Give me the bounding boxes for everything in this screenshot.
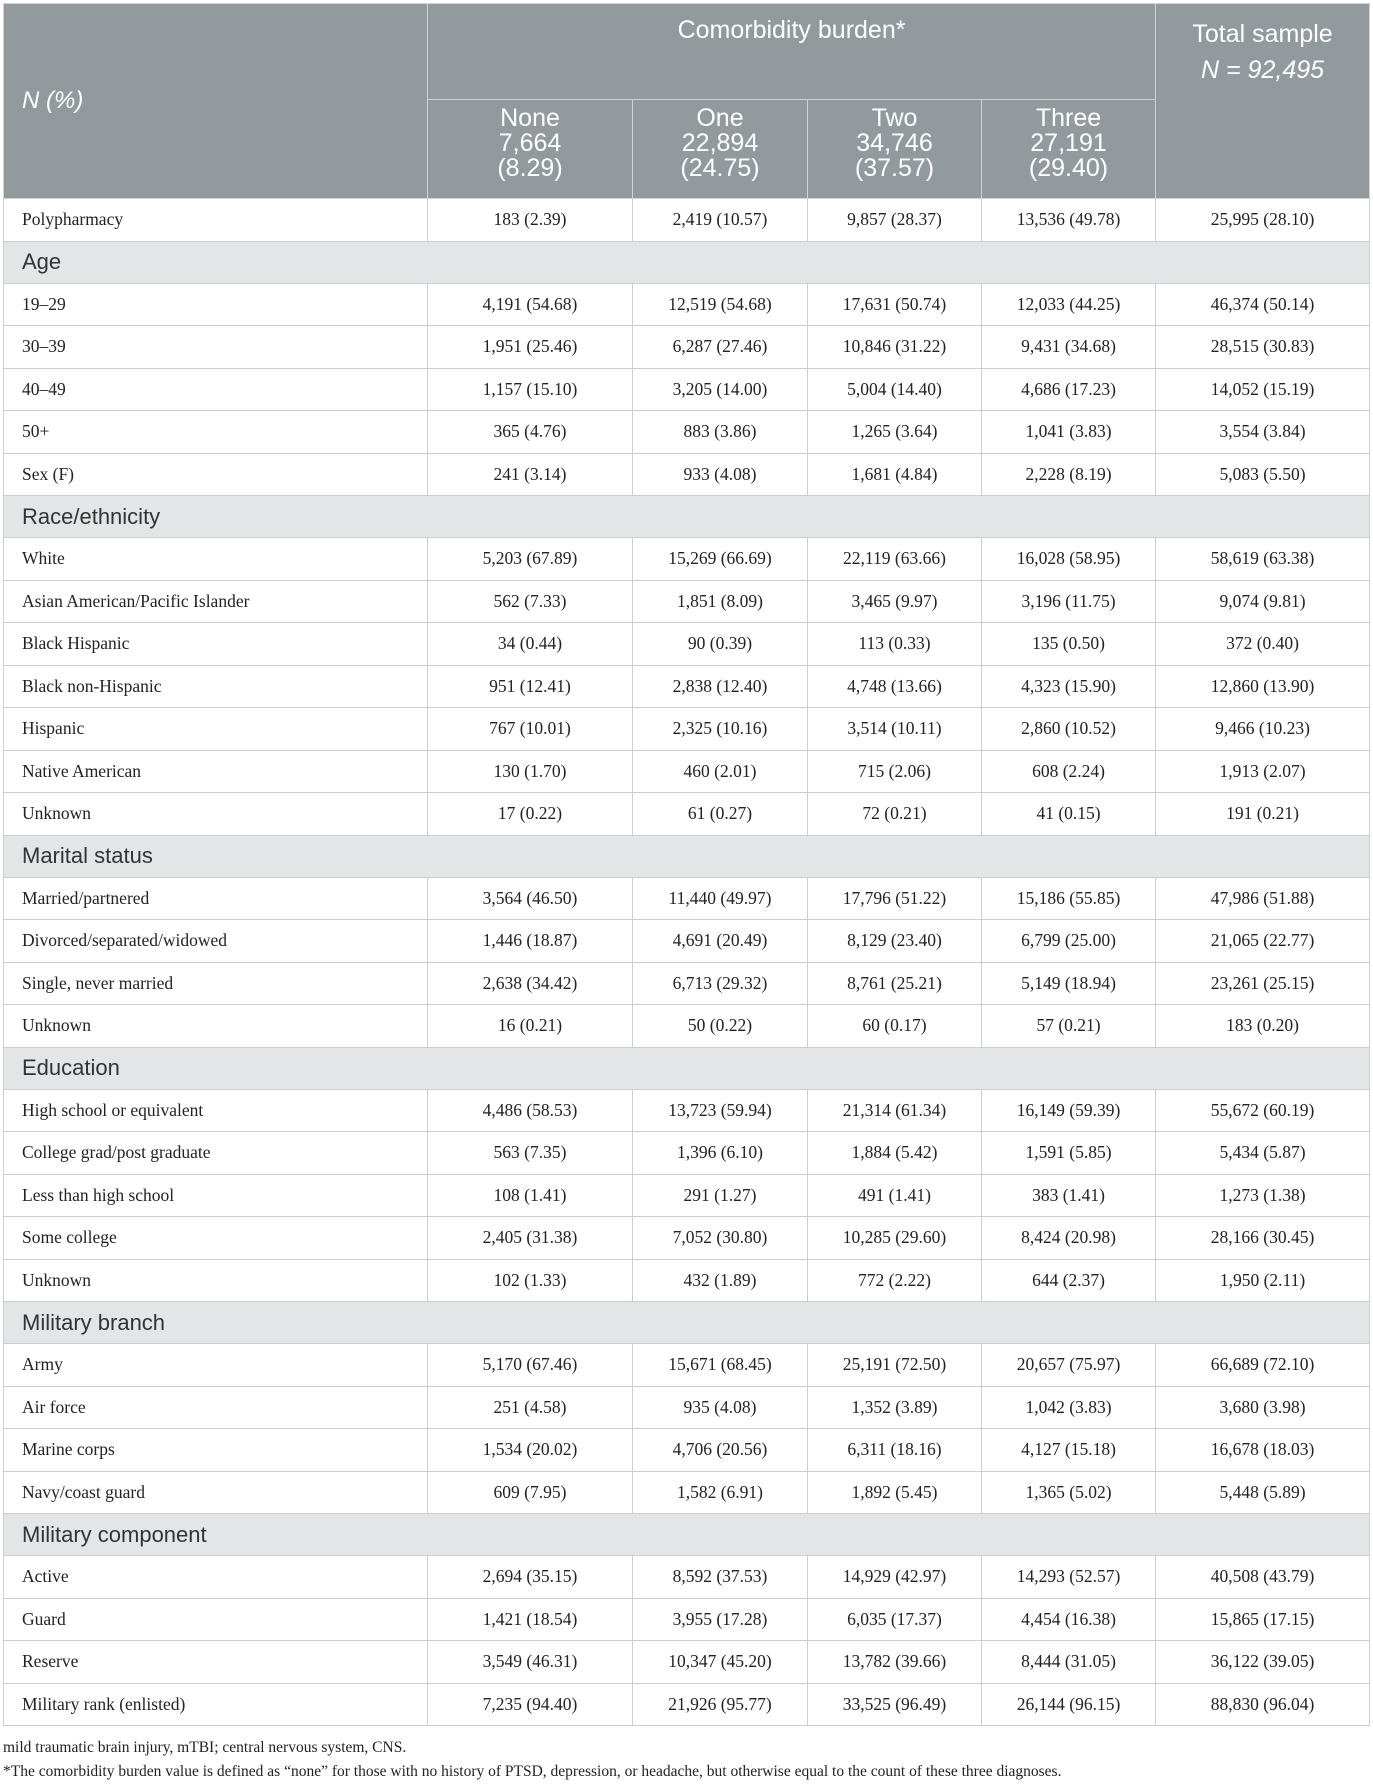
table-cell: 8,761 (25.21) — [808, 962, 982, 1005]
table-row — [4, 1429, 1370, 1472]
table-cell: 608 (2.24) — [982, 750, 1156, 793]
table-cell: 883 (3.86) — [633, 411, 808, 454]
table-cell: 28,166 (30.45) — [1156, 1217, 1370, 1260]
table-cell: 1,396 (6.10) — [633, 1132, 808, 1175]
table-cell: 28,515 (30.83) — [1156, 326, 1370, 369]
table-cell: 108 (1.41) — [428, 1174, 633, 1217]
row-label: Active — [4, 1556, 428, 1599]
table-cell: 50 (0.22) — [633, 1005, 808, 1048]
table-cell: 26,144 (96.15) — [982, 1683, 1156, 1726]
table-cell: 183 (2.39) — [428, 199, 633, 242]
table-cell: 3,549 (46.31) — [428, 1641, 633, 1684]
section-header-label: Military branch — [4, 1302, 1370, 1344]
table-cell: 4,691 (20.49) — [633, 920, 808, 963]
table-cell: 4,191 (54.68) — [428, 283, 633, 326]
table-cell: 3,205 (14.00) — [633, 368, 808, 411]
table-cell: 21,926 (95.77) — [633, 1683, 808, 1726]
table-cell: 25,995 (28.10) — [1156, 199, 1370, 242]
table-cell: 60 (0.17) — [808, 1005, 982, 1048]
table-cell: 4,748 (13.66) — [808, 665, 982, 708]
row-label: Less than high school — [4, 1174, 428, 1217]
table-cell: 17 (0.22) — [428, 793, 633, 836]
table-cell: 1,421 (18.54) — [428, 1598, 633, 1641]
table-cell: 135 (0.50) — [982, 623, 1156, 666]
row-label: Black non-Hispanic — [4, 665, 428, 708]
table-cell: 491 (1.41) — [808, 1174, 982, 1217]
table-cell: 4,486 (58.53) — [428, 1089, 633, 1132]
table-cell: 1,365 (5.02) — [982, 1471, 1156, 1514]
table-row — [4, 920, 1370, 963]
row-label: Navy/coast guard — [4, 1471, 428, 1514]
table-cell: 251 (4.58) — [428, 1386, 633, 1429]
table-cell: 2,838 (12.40) — [633, 665, 808, 708]
table-cell: 9,466 (10.23) — [1156, 708, 1370, 751]
table-cell: 6,713 (29.32) — [633, 962, 808, 1005]
table-cell: 102 (1.33) — [428, 1259, 633, 1302]
table-cell: 23,261 (25.15) — [1156, 962, 1370, 1005]
table-row — [4, 1217, 1370, 1260]
table-cell: 16,028 (58.95) — [982, 538, 1156, 581]
table-cell: 772 (2.22) — [808, 1259, 982, 1302]
row-label: Army — [4, 1344, 428, 1387]
table-cell: 2,228 (8.19) — [982, 453, 1156, 496]
comorbidity-group-header: Comorbidity burden* — [428, 4, 1156, 100]
table-cell: 4,323 (15.90) — [982, 665, 1156, 708]
table-row — [4, 750, 1370, 793]
table-cell: 3,564 (46.50) — [428, 877, 633, 920]
table-cell: 8,444 (31.05) — [982, 1641, 1156, 1684]
table-cell: 7,235 (94.40) — [428, 1683, 633, 1726]
table-cell: 715 (2.06) — [808, 750, 982, 793]
table-cell: 5,203 (67.89) — [428, 538, 633, 581]
table-cell: 7,052 (30.80) — [633, 1217, 808, 1260]
table-cell: 241 (3.14) — [428, 453, 633, 496]
table-cell: 14,293 (52.57) — [982, 1556, 1156, 1599]
table-cell: 72 (0.21) — [808, 793, 982, 836]
table-cell: 16 (0.21) — [428, 1005, 633, 1048]
table-cell: 57 (0.21) — [982, 1005, 1156, 1048]
table-cell: 2,638 (34.42) — [428, 962, 633, 1005]
table-row — [4, 199, 1370, 242]
table-cell: 14,929 (42.97) — [808, 1556, 982, 1599]
total-label: Total sample — [1192, 20, 1333, 48]
table-row — [4, 1386, 1370, 1429]
column-header-two: Two 34,746 (37.57) — [808, 100, 982, 199]
row-label: Hispanic — [4, 708, 428, 751]
table-cell: 113 (0.33) — [808, 623, 982, 666]
table-cell: 383 (1.41) — [982, 1174, 1156, 1217]
table-cell: 4,686 (17.23) — [982, 368, 1156, 411]
table-cell: 6,035 (17.37) — [808, 1598, 982, 1641]
section-header-label: Military component — [4, 1514, 1370, 1556]
table-cell: 16,678 (18.03) — [1156, 1429, 1370, 1472]
table-notes — [3, 1736, 1369, 1784]
table-cell: 563 (7.35) — [428, 1132, 633, 1175]
section-header-label: Education — [4, 1047, 1370, 1089]
table-row — [4, 665, 1370, 708]
section-header-label: Age — [4, 241, 1370, 283]
row-label: 50+ — [4, 411, 428, 454]
table-cell: 13,723 (59.94) — [633, 1089, 808, 1132]
section-header-label: Marital status — [4, 835, 1370, 877]
note-abbreviations: mild traumatic brain injury, mTBI; central nervous system, CNS. — [3, 1739, 407, 1756]
table-cell: 8,592 (37.53) — [633, 1556, 808, 1599]
table-cell: 1,582 (6.91) — [633, 1471, 808, 1514]
table-cell: 1,265 (3.64) — [808, 411, 982, 454]
column-header-one: One 22,894 (24.75) — [633, 100, 808, 199]
table-cell: 1,913 (2.07) — [1156, 750, 1370, 793]
row-label: Black Hispanic — [4, 623, 428, 666]
table-cell: 8,129 (23.40) — [808, 920, 982, 963]
row-label: Some college — [4, 1217, 428, 1260]
row-label: Unknown — [4, 793, 428, 836]
table-cell: 15,671 (68.45) — [633, 1344, 808, 1387]
table-cell: 1,352 (3.89) — [808, 1386, 982, 1429]
table-header — [4, 4, 1370, 199]
table-cell: 1,446 (18.87) — [428, 920, 633, 963]
table-row — [4, 877, 1370, 920]
table-cell: 41 (0.15) — [982, 793, 1156, 836]
table-cell: 58,619 (63.38) — [1156, 538, 1370, 581]
table-cell: 12,860 (13.90) — [1156, 665, 1370, 708]
section-header-row — [4, 1514, 1370, 1556]
row-label: Guard — [4, 1598, 428, 1641]
row-label: College grad/post graduate — [4, 1132, 428, 1175]
row-label: White — [4, 538, 428, 581]
table-cell: 13,536 (49.78) — [982, 199, 1156, 242]
table-cell: 21,065 (22.77) — [1156, 920, 1370, 963]
table-cell: 9,074 (9.81) — [1156, 580, 1370, 623]
table-cell: 90 (0.39) — [633, 623, 808, 666]
table-row — [4, 1259, 1370, 1302]
table-cell: 9,431 (34.68) — [982, 326, 1156, 369]
table-cell: 6,287 (27.46) — [633, 326, 808, 369]
section-header-row — [4, 496, 1370, 538]
table-row — [4, 538, 1370, 581]
table-row — [4, 1344, 1370, 1387]
table-cell: 14,052 (15.19) — [1156, 368, 1370, 411]
table-cell: 1,534 (20.02) — [428, 1429, 633, 1472]
table-cell: 365 (4.76) — [428, 411, 633, 454]
row-label: Marine corps — [4, 1429, 428, 1472]
table-row — [4, 623, 1370, 666]
note-footnote: *The comorbidity burden value is defined as “none” for those with no history of PTSD, depression, or headache, but otherwise equal to the count of these three diagnoses. — [3, 1763, 1062, 1780]
table-cell: 291 (1.27) — [633, 1174, 808, 1217]
table-cell: 935 (4.08) — [633, 1386, 808, 1429]
table-row — [4, 1089, 1370, 1132]
table-row — [4, 1556, 1370, 1599]
table-cell: 767 (10.01) — [428, 708, 633, 751]
row-label: Unknown — [4, 1005, 428, 1048]
table-cell: 1,884 (5.42) — [808, 1132, 982, 1175]
table-cell: 3,955 (17.28) — [633, 1598, 808, 1641]
row-label: Married/partnered — [4, 877, 428, 920]
table-cell: 17,631 (50.74) — [808, 283, 982, 326]
table-cell: 1,591 (5.85) — [982, 1132, 1156, 1175]
row-label: Native American — [4, 750, 428, 793]
table-cell: 562 (7.33) — [428, 580, 633, 623]
table-cell: 4,454 (16.38) — [982, 1598, 1156, 1641]
row-label-header: N (%) — [4, 4, 428, 199]
table-row — [4, 1598, 1370, 1641]
table-cell: 1,157 (15.10) — [428, 368, 633, 411]
table-cell: 1,892 (5.45) — [808, 1471, 982, 1514]
table-cell: 40,508 (43.79) — [1156, 1556, 1370, 1599]
table-row — [4, 708, 1370, 751]
column-header-three: Three 27,191 (29.40) — [982, 100, 1156, 199]
table-cell: 5,434 (5.87) — [1156, 1132, 1370, 1175]
row-label: Sex (F) — [4, 453, 428, 496]
table-cell: 5,149 (18.94) — [982, 962, 1156, 1005]
table-row — [4, 1471, 1370, 1514]
table-cell: 3,465 (9.97) — [808, 580, 982, 623]
table-cell: 1,681 (4.84) — [808, 453, 982, 496]
table-cell: 432 (1.89) — [633, 1259, 808, 1302]
table-cell: 10,347 (45.20) — [633, 1641, 808, 1684]
table-body — [4, 199, 1370, 1726]
section-header-row — [4, 241, 1370, 283]
table-cell: 61 (0.27) — [633, 793, 808, 836]
table-cell: 951 (12.41) — [428, 665, 633, 708]
table-container — [3, 3, 1369, 1784]
table-cell: 1,950 (2.11) — [1156, 1259, 1370, 1302]
section-header-row — [4, 1047, 1370, 1089]
table-cell: 20,657 (75.97) — [982, 1344, 1156, 1387]
table-cell: 46,374 (50.14) — [1156, 283, 1370, 326]
table-row — [4, 1005, 1370, 1048]
table-row — [4, 411, 1370, 454]
row-label: Military rank (enlisted) — [4, 1683, 428, 1726]
table-cell: 55,672 (60.19) — [1156, 1089, 1370, 1132]
table-cell: 3,196 (11.75) — [982, 580, 1156, 623]
table-cell: 21,314 (61.34) — [808, 1089, 982, 1132]
table-cell: 33,525 (96.49) — [808, 1683, 982, 1726]
table-cell: 191 (0.21) — [1156, 793, 1370, 836]
table-cell: 10,846 (31.22) — [808, 326, 982, 369]
table-cell: 22,119 (63.66) — [808, 538, 982, 581]
table-cell: 16,149 (59.39) — [982, 1089, 1156, 1132]
table-row — [4, 1174, 1370, 1217]
row-label: Single, never married — [4, 962, 428, 1005]
table-cell: 12,519 (54.68) — [633, 283, 808, 326]
table-row — [4, 1641, 1370, 1684]
table-cell: 15,269 (66.69) — [633, 538, 808, 581]
table-cell: 6,311 (18.16) — [808, 1429, 982, 1472]
table-row — [4, 793, 1370, 836]
row-label: Divorced/separated/widowed — [4, 920, 428, 963]
table-cell: 3,514 (10.11) — [808, 708, 982, 751]
table-row — [4, 962, 1370, 1005]
table-cell: 5,083 (5.50) — [1156, 453, 1370, 496]
row-label: Air force — [4, 1386, 428, 1429]
row-label: Asian American/Pacific Islander — [4, 580, 428, 623]
table-cell: 2,405 (31.38) — [428, 1217, 633, 1260]
table-cell: 1,041 (3.83) — [982, 411, 1156, 454]
row-label: Polypharmacy — [4, 199, 428, 242]
table-cell: 1,042 (3.83) — [982, 1386, 1156, 1429]
table-cell: 5,448 (5.89) — [1156, 1471, 1370, 1514]
table-cell: 2,860 (10.52) — [982, 708, 1156, 751]
table-cell: 5,170 (67.46) — [428, 1344, 633, 1387]
table-cell: 460 (2.01) — [633, 750, 808, 793]
table-cell: 8,424 (20.98) — [982, 1217, 1156, 1260]
table-cell: 4,706 (20.56) — [633, 1429, 808, 1472]
section-header-row — [4, 1302, 1370, 1344]
table-cell: 66,689 (72.10) — [1156, 1344, 1370, 1387]
table-cell: 12,033 (44.25) — [982, 283, 1156, 326]
table-cell: 1,951 (25.46) — [428, 326, 633, 369]
table-row — [4, 368, 1370, 411]
table-row — [4, 453, 1370, 496]
table-row — [4, 1683, 1370, 1726]
table-cell: 34 (0.44) — [428, 623, 633, 666]
table-row — [4, 580, 1370, 623]
total-n: N = 92,495 — [1201, 56, 1325, 84]
table-cell: 1,273 (1.38) — [1156, 1174, 1370, 1217]
table-row — [4, 326, 1370, 369]
table-cell: 11,440 (49.97) — [633, 877, 808, 920]
table-cell: 1,851 (8.09) — [633, 580, 808, 623]
table-cell: 15,186 (55.85) — [982, 877, 1156, 920]
section-header-row — [4, 835, 1370, 877]
comorbidity-table — [3, 3, 1370, 1726]
table-row — [4, 283, 1370, 326]
table-cell: 2,694 (35.15) — [428, 1556, 633, 1599]
table-cell: 372 (0.40) — [1156, 623, 1370, 666]
table-cell: 6,799 (25.00) — [982, 920, 1156, 963]
table-cell: 3,680 (3.98) — [1156, 1386, 1370, 1429]
table-cell: 130 (1.70) — [428, 750, 633, 793]
table-cell: 2,419 (10.57) — [633, 199, 808, 242]
table-cell: 10,285 (29.60) — [808, 1217, 982, 1260]
table-cell: 47,986 (51.88) — [1156, 877, 1370, 920]
table-cell: 9,857 (28.37) — [808, 199, 982, 242]
section-header-label: Race/ethnicity — [4, 496, 1370, 538]
table-cell: 25,191 (72.50) — [808, 1344, 982, 1387]
row-label: 30–39 — [4, 326, 428, 369]
column-header-none: None 7,664 (8.29) — [428, 100, 633, 199]
table-cell: 5,004 (14.40) — [808, 368, 982, 411]
table-cell: 183 (0.20) — [1156, 1005, 1370, 1048]
table-cell: 3,554 (3.84) — [1156, 411, 1370, 454]
table-cell: 13,782 (39.66) — [808, 1641, 982, 1684]
table-cell: 933 (4.08) — [633, 453, 808, 496]
table-cell: 15,865 (17.15) — [1156, 1598, 1370, 1641]
row-label: 40–49 — [4, 368, 428, 411]
total-sample-header — [1156, 4, 1370, 199]
row-label: High school or equivalent — [4, 1089, 428, 1132]
table-cell: 17,796 (51.22) — [808, 877, 982, 920]
table-cell: 644 (2.37) — [982, 1259, 1156, 1302]
table-row — [4, 1132, 1370, 1175]
row-label: Unknown — [4, 1259, 428, 1302]
table-cell: 2,325 (10.16) — [633, 708, 808, 751]
row-label: Reserve — [4, 1641, 428, 1684]
row-label: 19–29 — [4, 283, 428, 326]
table-cell: 4,127 (15.18) — [982, 1429, 1156, 1472]
table-cell: 36,122 (39.05) — [1156, 1641, 1370, 1684]
table-cell: 609 (7.95) — [428, 1471, 633, 1514]
table-cell: 88,830 (96.04) — [1156, 1683, 1370, 1726]
